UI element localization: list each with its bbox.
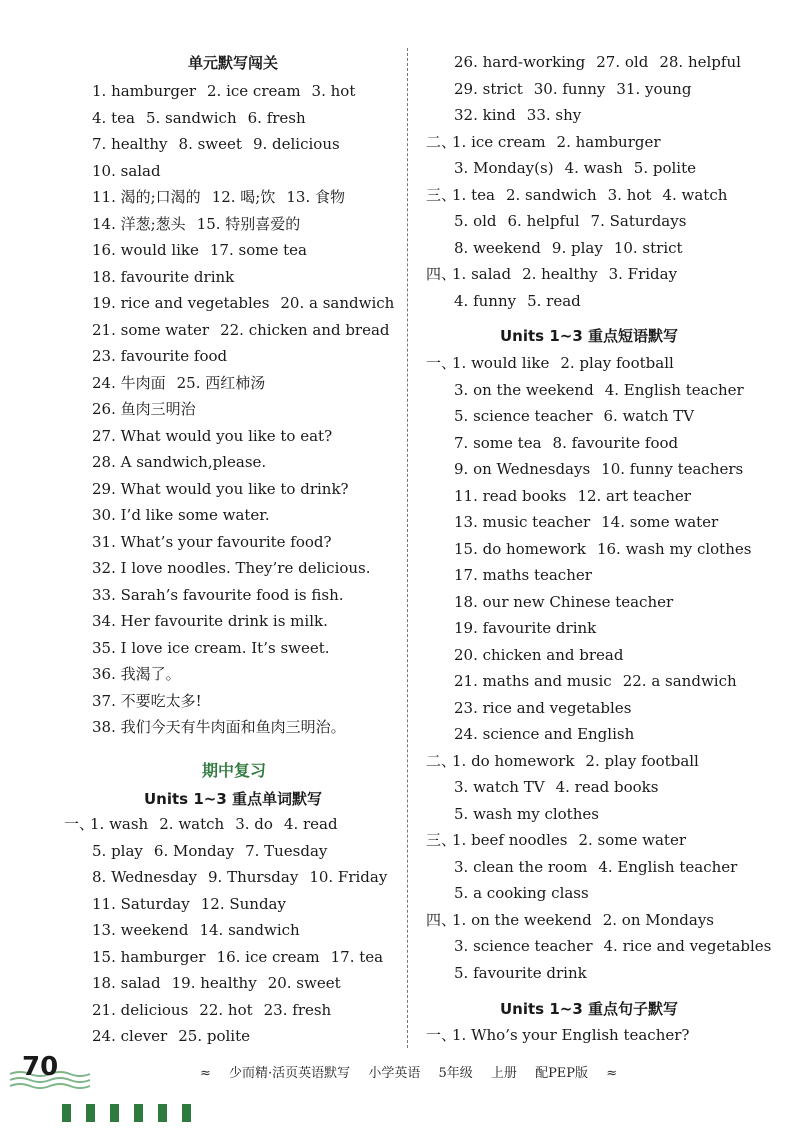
tab-bar (182, 1104, 191, 1122)
answer-line (92, 506, 281, 524)
answer-line (454, 699, 642, 717)
footer-term: 上册 (490, 1066, 517, 1081)
answer-line (92, 665, 192, 683)
answer-line (454, 593, 684, 611)
vocab-section-title: Units 1~3 重点单词默写 (144, 790, 322, 808)
answer-item: 8. favourite food (552, 433, 679, 452)
answer-item: 21. delicious (92, 1000, 189, 1019)
answer-item: 15. hamburger (92, 947, 206, 966)
tab-bar (158, 1104, 167, 1122)
answer-item: 5. sandwich (145, 108, 237, 127)
answer-line (454, 566, 603, 584)
answer-item: 15. do homework (454, 539, 586, 558)
answer-item: 19. healthy (171, 974, 257, 992)
answer-item: 23. favourite food (92, 347, 228, 365)
answer-item: 10. Friday (309, 868, 388, 886)
answer-line (426, 751, 710, 770)
answer-item: 7. Saturdays (590, 212, 687, 230)
answer-line (454, 778, 669, 796)
answer-item: 29. strict (454, 79, 523, 98)
footer-edition: 配PEP版 (535, 1066, 589, 1081)
answer-item: 6. fresh (247, 108, 306, 127)
section-marker: 三、 (426, 831, 457, 849)
tab-bar (134, 1104, 143, 1122)
answer-item: 2. play football (585, 751, 699, 770)
answer-line (454, 159, 707, 177)
answer-item: 1. tea (452, 185, 495, 204)
answer-item: 2. healthy (522, 265, 598, 283)
answer-item: 6. helpful (507, 212, 580, 230)
answer-item: 20. a sandwich (280, 294, 395, 312)
answer-item: 13. weekend (92, 921, 189, 939)
answer-line (92, 215, 311, 233)
answer-line (92, 453, 277, 471)
answer-line (92, 427, 343, 445)
answer-item: 24. clever (92, 1027, 168, 1045)
footer-wave-right-icon: ≈ (606, 1066, 618, 1081)
section-marker: 二、 (426, 132, 457, 151)
answer-item: 32. kind (454, 106, 516, 124)
answer-item: 9. on Wednesdays (454, 460, 591, 478)
answer-item: 2. hamburger (556, 132, 661, 151)
answer-item: 3. do (235, 815, 273, 833)
answer-item: 19. favourite drink (454, 619, 597, 637)
answer-item: 28. helpful (659, 53, 741, 71)
section-marker: 一、 (64, 815, 95, 833)
answer-item: 5. old (454, 212, 497, 230)
answer-line (454, 884, 600, 902)
answer-item: 3. Friday (608, 265, 678, 283)
answer-item: 15. 特别喜爱的 (196, 214, 301, 233)
answer-item: 8. sweet (178, 135, 242, 153)
answer-item: 18. salad (92, 974, 161, 992)
answer-line (426, 910, 725, 929)
page-number: 70 (22, 1052, 59, 1082)
answer-item: 29. What would you like to drink? (92, 479, 349, 498)
answer-item: 9. delicious (252, 135, 340, 153)
answer-item: 7. Tuesday (245, 841, 328, 860)
answer-item: 4. watch (662, 185, 728, 204)
section-marker: 三、 (426, 185, 457, 204)
answer-item: 38. 我们今天有牛肉面和鱼肉三明治。 (92, 718, 346, 736)
answer-line (92, 974, 352, 992)
answer-item: 7. some tea (454, 433, 542, 452)
answer-item: 3. Monday(s) (454, 159, 554, 177)
answer-item: 4. English teacher (598, 857, 738, 876)
answer-line (454, 487, 702, 505)
answer-item: 1. Who’s your English teacher? (452, 1026, 690, 1044)
answer-item: 2. ice cream (207, 82, 301, 100)
answer-item: 32. I love noodles. They’re delicious. (92, 559, 371, 577)
answer-line (454, 619, 607, 637)
answer-item: 1. on the weekend (452, 910, 592, 929)
answer-line (92, 1001, 342, 1019)
answer-item: 17. tea (330, 947, 384, 966)
phrase-section-title: Units 1~3 重点短语默写 (500, 327, 678, 345)
answer-line (92, 895, 297, 913)
answer-line (92, 82, 366, 100)
answer-item: 2. sandwich (505, 185, 597, 204)
answer-item: 1. do homework (452, 751, 575, 770)
answer-line (92, 692, 213, 710)
answer-item: 4. English teacher (604, 380, 744, 399)
answer-item: 34. Her favourite drink is milk. (92, 612, 328, 630)
answer-item: 8. weekend (454, 238, 541, 257)
answer-item: 30. funny (533, 79, 606, 98)
answer-item: 12. art teacher (577, 486, 691, 505)
answer-item: 2. watch (159, 815, 225, 833)
answer-item: 5. read (527, 291, 581, 310)
answer-item: 22. hot (199, 1000, 253, 1019)
answer-item: 4. funny (454, 291, 517, 310)
midterm-title: 期中复习 (202, 761, 267, 780)
footer-subject: 小学英语 (368, 1066, 421, 1081)
footer-series: 少而精·活页英语默写 (229, 1066, 351, 1081)
answer-item: 3. hot (607, 185, 652, 204)
answer-item: 5. polite (633, 159, 697, 177)
answer-line (92, 868, 398, 886)
answer-item: 1. salad (452, 265, 512, 283)
answer-item: 21. some water (92, 320, 210, 339)
answer-item: 5. favourite drink (454, 963, 587, 982)
answer-item: 4. wash (564, 159, 623, 177)
answer-line (92, 639, 341, 657)
answer-item: 6. Monday (153, 841, 235, 860)
answer-item: 19. rice and vegetables (92, 294, 270, 312)
answer-item: 26. hard-working (454, 53, 586, 71)
answer-item: 33. shy (526, 106, 582, 124)
answer-item: 1. would like (452, 354, 550, 372)
answer-line (454, 460, 754, 478)
answer-item: 12. 喝;饮 (211, 188, 276, 206)
answer-item: 10. funny teachers (601, 460, 744, 478)
tab-bar (86, 1104, 95, 1122)
answer-item: 14. some water (601, 513, 719, 531)
answer-item: 9. play (551, 238, 603, 257)
answer-item: 2. play football (560, 354, 674, 372)
answer-item: 1. beef noodles (452, 831, 568, 849)
answer-item: 4. read (283, 815, 338, 833)
answer-line (92, 321, 401, 339)
answer-line (92, 612, 339, 630)
column-divider (407, 48, 408, 1048)
answer-item: 27. What would you like to eat? (92, 426, 333, 445)
answer-item: 3. hot (311, 82, 356, 100)
answer-item: 4. tea (92, 108, 135, 127)
answer-item: 5. play (92, 841, 143, 860)
answer-item: 23. fresh (263, 1000, 332, 1019)
answer-item: 3. clean the room (454, 857, 588, 876)
answer-line (426, 265, 688, 283)
answer-line (426, 831, 697, 849)
answer-item: 23. rice and vegetables (454, 698, 632, 717)
answer-line (454, 53, 752, 71)
answer-item: 2. some water (578, 831, 686, 849)
answer-item: 9. Thursday (208, 868, 299, 886)
answer-line (454, 513, 729, 531)
answer-item: 17. some tea (209, 241, 307, 259)
answer-line (454, 80, 702, 98)
answer-line (454, 805, 610, 823)
answer-line (92, 135, 351, 153)
tab-bar (110, 1104, 119, 1122)
answer-line (92, 480, 360, 498)
answer-item: 21. maths and music (454, 672, 612, 690)
answer-line (454, 964, 598, 982)
answer-item: 5. wash my clothes (454, 804, 599, 823)
answer-item: 6. watch TV (603, 407, 695, 425)
footer-grade: 5年级 (438, 1066, 473, 1081)
answer-item: 35. I love ice cream. It’s sweet. (92, 638, 330, 657)
answer-line (454, 212, 697, 230)
answer-item: 36. 我渴了。 (92, 665, 181, 683)
answer-line (92, 268, 245, 286)
answer-item: 12. Sunday (200, 894, 286, 913)
answer-line (92, 948, 394, 966)
answer-item: 17. maths teacher (454, 566, 592, 584)
answer-item: 31. What’s your favourite food? (92, 532, 332, 551)
answer-item: 26. 鱼肉三明治 (92, 400, 196, 418)
answer-line (92, 162, 172, 180)
answer-line (92, 1027, 261, 1045)
answer-item: 24. science and English (454, 725, 635, 743)
answer-item: 22. chicken and bread (220, 320, 390, 339)
answer-line (454, 646, 634, 664)
answer-line (454, 672, 748, 690)
answer-item: 33. Sarah’s favourite food is fish. (92, 585, 344, 604)
answer-item: 13. 食物 (286, 188, 345, 206)
sentence-section-title: Units 1~3 重点句子默写 (500, 1000, 678, 1018)
footer-wave-left-icon: ≈ (200, 1066, 211, 1081)
tab-bar (62, 1104, 71, 1122)
section-marker: 一、 (426, 354, 457, 372)
answer-item: 5. science teacher (454, 407, 593, 425)
answer-item: 14. 洋葱;葱头 (92, 214, 186, 233)
answer-line (64, 815, 349, 833)
answer-item: 8. Wednesday (92, 868, 198, 886)
answer-item: 18. favourite drink (92, 267, 235, 286)
answer-item: 5. a cooking class (454, 884, 589, 902)
section-marker: 四、 (426, 910, 457, 929)
answer-line (454, 381, 755, 399)
answer-item: 3. on the weekend (454, 380, 594, 399)
answer-item: 4. rice and vegetables (603, 937, 772, 955)
answer-line (92, 294, 405, 312)
answer-item: 31. young (616, 79, 692, 98)
section-marker: 二、 (426, 751, 457, 770)
answer-line (92, 241, 318, 259)
answer-line (454, 434, 689, 452)
answer-line (454, 725, 645, 743)
answer-item: 10. salad (92, 161, 161, 180)
answer-item: 16. would like (92, 241, 199, 259)
answer-line (454, 239, 694, 257)
answer-item: 22. a sandwich (622, 672, 737, 690)
answer-line (92, 586, 355, 604)
answer-item: 11. read books (454, 486, 567, 505)
answer-item: 37. 不要吃太多! (92, 691, 202, 710)
footer-info (200, 1062, 631, 1081)
answer-line (92, 559, 382, 577)
section-marker: 四、 (426, 265, 457, 283)
answer-line (92, 921, 311, 939)
answer-item: 16. ice cream (216, 947, 320, 966)
answer-line (92, 400, 207, 418)
answer-item: 24. 牛肉面 (92, 373, 166, 392)
unit-dictation-title: 单元默写闯关 (188, 54, 279, 72)
answer-item: 25. 西红柿汤 (176, 373, 266, 392)
answer-item: 16. wash my clothes (596, 539, 752, 558)
answer-item: 30. I’d like some water. (92, 506, 270, 524)
answer-item: 25. polite (178, 1027, 250, 1045)
answer-line (454, 540, 762, 558)
answer-line (426, 132, 672, 151)
answer-item: 1. ice cream (452, 132, 546, 151)
answer-item: 1. hamburger (92, 82, 196, 100)
answer-item: 7. healthy (92, 135, 168, 153)
answer-line (454, 858, 748, 876)
answer-line (454, 106, 592, 124)
answer-item: 4. read books (555, 778, 659, 796)
answer-item: 10. strict (613, 238, 683, 257)
answer-line (92, 718, 357, 736)
answer-line (92, 374, 276, 392)
answer-item: 13. music teacher (454, 513, 591, 531)
answer-line (454, 292, 592, 310)
section-marker: 一、 (426, 1026, 457, 1044)
answer-line (92, 533, 343, 551)
answer-line (92, 109, 317, 127)
answer-item: 20. sweet (267, 974, 341, 992)
answer-line (92, 842, 338, 860)
answer-line (426, 354, 685, 372)
answer-item: 1. wash (90, 815, 149, 833)
answer-line (454, 407, 705, 425)
answer-line (426, 1026, 700, 1044)
answer-item: 18. our new Chinese teacher (454, 592, 674, 611)
answer-line (92, 188, 356, 206)
answer-line (426, 185, 738, 204)
answer-line (92, 347, 238, 365)
answer-item: 3. science teacher (454, 937, 593, 955)
answer-item: 11. Saturday (92, 894, 190, 913)
answer-item: 14. sandwich (199, 921, 300, 939)
answer-item: 20. chicken and bread (454, 645, 624, 664)
answer-item: 3. watch TV (454, 778, 545, 796)
answer-item: 27. old (596, 53, 649, 71)
answer-line (454, 937, 782, 955)
answer-item: 11. 渴的;口渴的 (92, 188, 201, 206)
answer-item: 2. on Mondays (602, 910, 715, 929)
answer-item: 28. A sandwich,please. (92, 453, 267, 471)
